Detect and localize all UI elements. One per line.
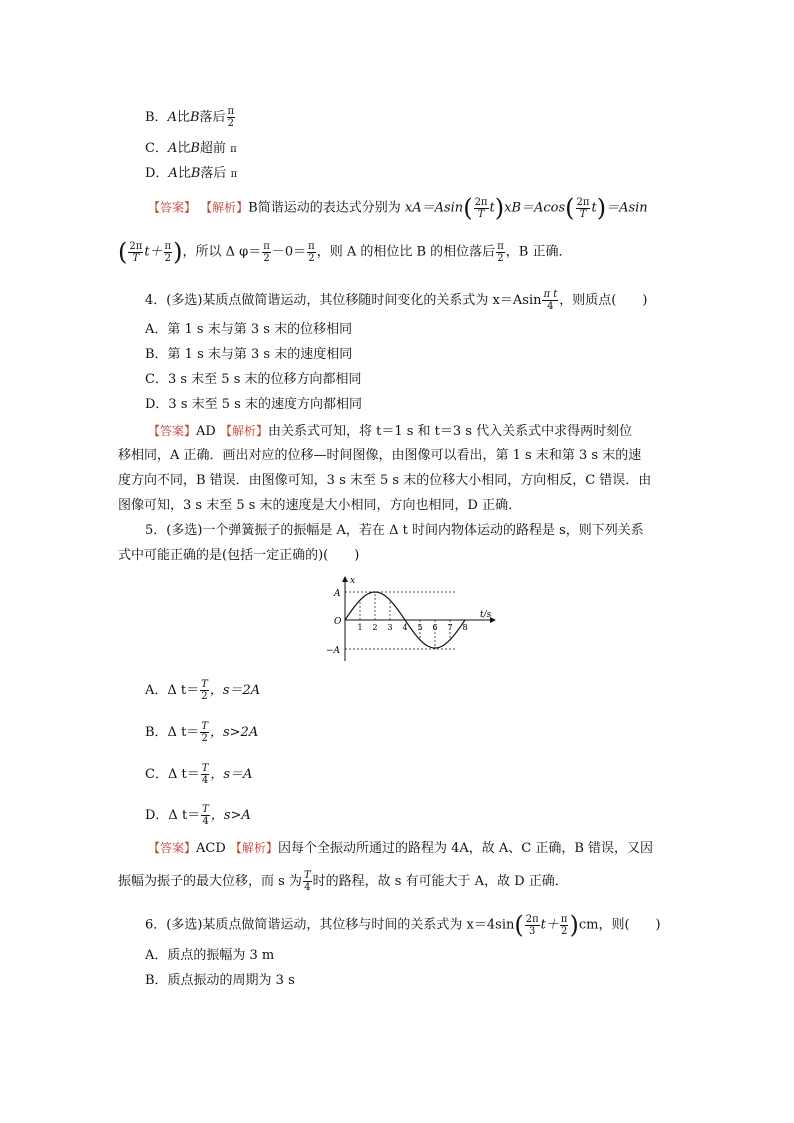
q5-answer-line1: 【答案】ACD 【解析】因每个全振动所通过的路程为 4A，故 A、C 正确，B 错误，又因 [148,841,654,856]
answer-tag: 【答案】 [148,841,197,855]
q5-stem-line1: 5．(多选)一个弹簧振子的振幅是 A，若在 Δ t 时间内物体运动的路程是 s，则下列关系 [145,523,644,538]
y-top-label: A [334,589,341,599]
answer-tag: 【答案】 [148,200,197,215]
q4-answer-line4: 图像可知，3 s 末至 5 s 末的速度是大小相同，方向也相同，D 正确． [118,498,522,513]
fraction: $\frac{\pi}{2}$ [227,106,235,129]
q4-option-c: C．3 s 末至 5 s 末的位移方向都相同 [145,372,362,387]
q5-answer-line2: 振幅为振子的最大位移，而 s 为 $\frac{T}{4}$ 时的路程，故 s 有可能大于 A，故 D 正确． [118,870,568,893]
q4-option-d: D．3 s 末至 5 s 末的速度方向都相同 [145,397,362,412]
q5-stem-line2: 式中可能正确的是(包括一定正确的)( ) [118,548,360,563]
tick-label: 2 [372,623,378,632]
tick-label: 5 [417,623,423,632]
q4-answer-line1: 【答案】AD 【解析】由关系式可知，将 t＝1 s 和 t＝3 s 代入关系式中求得两时刻位 [148,424,633,439]
analysis-tag: 【解析】 [229,841,278,855]
tick-label: 3 [387,623,393,632]
analysis-tag: 【解析】 [200,200,249,215]
tick-label: 8 [462,623,468,632]
tick-label: 1 [357,623,363,632]
tick-label: 6 [432,623,438,632]
q5-option-d: D．Δ t＝ $\frac{T}{4}$ ，s>A [145,804,251,827]
displacement-time-graph [320,573,500,663]
q4-answer-line2: 移相同，A 正确．画出对应的位移—时间图像，由图像可以看出，第 1 s 末和第 3 s 末的速 [118,448,642,463]
q5-option-a: A．Δ t＝ $\frac{T}{2}$ ，s＝2A [145,679,261,702]
q4-option-b: B．第 1 s 末与第 3 s 末的速度相同 [145,347,353,362]
answer-tag: 【答案】 [148,424,197,438]
origin-label: O [334,617,342,627]
tick-label: 4 [402,623,408,632]
q5-option-c: C．Δ t＝ $\frac{T}{4}$ ，s＝A [145,763,253,786]
q3-option-b: B．A比B落后 $\frac{\pi}{2}$ [145,106,235,129]
q3-answer-line2: ( $\frac{2\pi}{T}$ t＋ $\frac{\pi}{2}$ )，所以 Δ φ＝ $\frac{\pi}{2}$ －0＝ $\frac{\pi}{2}$ ，则 A 的相位比 B 的相位落后 $\frac{\pi}{2}$ ，B 正确． [118,238,572,266]
q3-answer-line1: 【答案】 【解析】B简谐运动的表达式分别为 xA＝Asin( $\frac{2\pi}{T}$ t)xB＝Acos( $\frac{2\pi}{T}$ t)＝Asin [148,194,648,222]
q4-option-a: A．第 1 s 末与第 3 s 末的位移相同 [145,322,353,337]
q3-option-d: D．A比B落后 π [145,166,238,181]
analysis-tag: 【解析】 [219,424,268,438]
q4-answer-line3: 度方向不同，B 错误．由图像可知，3 s 末至 5 s 末的位移大小相同，方向相反，C 错误．由 [118,473,652,488]
q6-option-b: B．质点振动的周期为 3 s [145,973,295,988]
q6-option-a: A．质点的振幅为 3 m [145,948,275,963]
q4-stem: 4．(多选)某质点做简谐运动，其位移随时间变化的关系式为 x＝Asin $\frac{\text{π t}}{4}$ ，则质点( ) [145,289,648,312]
q6-stem: 6．(多选)某质点做简谐运动，其位移与时间的关系式为 x＝4sin( $\frac{2\pi}{3}$ t＋ $\frac{\pi}{2}$ )cm，则( ) [145,911,661,939]
q5-option-b: B．Δ t＝ $\frac{T}{2}$ ，s>2A [145,721,259,744]
y-axis-label: x [350,576,356,586]
y-bottom-label: −A [326,646,341,656]
tick-label: 7 [447,623,453,632]
x-axis-label: t/s [480,610,492,620]
q3-option-c: C．A比B超前 π [145,141,237,156]
